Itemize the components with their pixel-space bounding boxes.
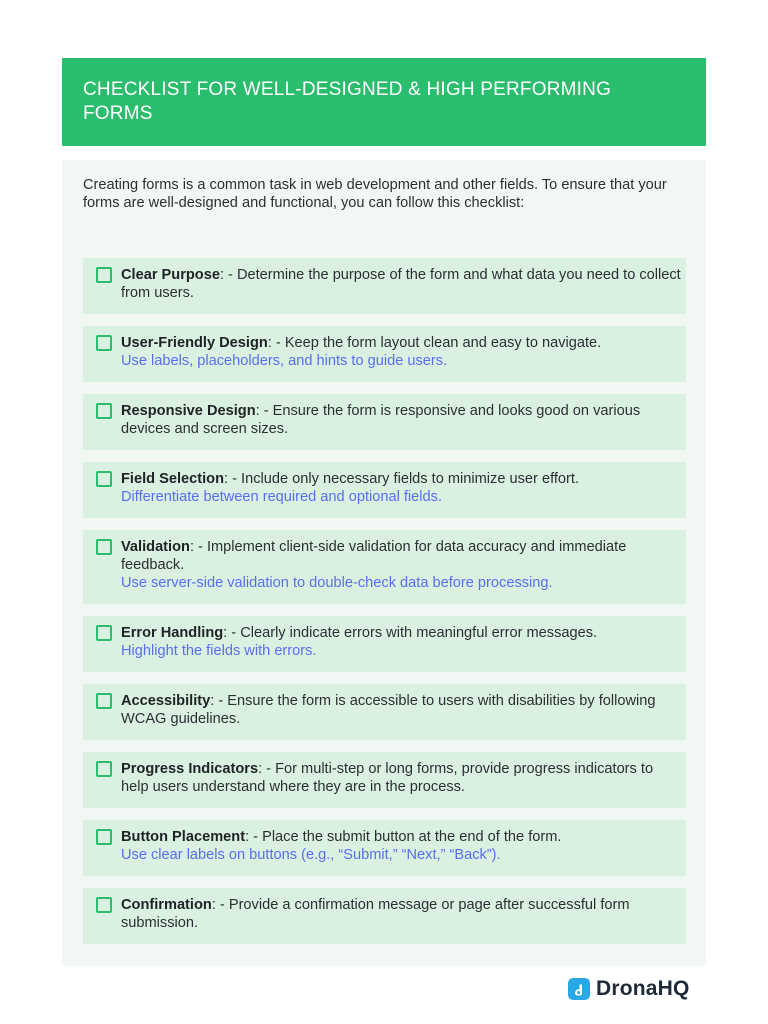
checklist-item-error-handling (83, 616, 686, 672)
item-text (121, 402, 681, 438)
checkbox[interactable] (96, 267, 112, 283)
checklist-item-clear-purpose (83, 258, 686, 314)
item-title: Error Handling (121, 625, 224, 641)
item-description: : - Include only necessary fields to minimize user effort. (224, 471, 579, 487)
dronahq-logo-icon (568, 978, 590, 1000)
checklist-item-accessibility (83, 684, 686, 740)
item-text (121, 760, 681, 796)
item-text (121, 334, 681, 370)
item-description: : - Ensure the form is responsive and looks good on various devices and screen sizes. (121, 403, 641, 437)
checkbox[interactable] (96, 693, 112, 709)
item-tip: Highlight the fields with errors. (121, 643, 317, 659)
checklist-item-validation (83, 530, 686, 604)
checkbox[interactable] (96, 761, 112, 777)
checklist-item-progress-indicators (83, 752, 686, 808)
item-text (121, 828, 681, 864)
item-title: Responsive Design (121, 403, 256, 419)
item-description: : - Place the submit button at the end of the form. (245, 829, 562, 845)
item-description: : - Determine the purpose of the form and what data you need to collect from users. (121, 267, 681, 301)
checklist-item-button-placement (83, 820, 686, 876)
item-title: Confirmation (121, 897, 212, 913)
logo-text: DronaHQ (596, 977, 690, 1000)
checklist-item-responsive-design (83, 394, 686, 450)
checkbox[interactable] (96, 829, 112, 845)
item-title: Button Placement (121, 829, 246, 845)
item-description: : - Clearly indicate errors with meaningful error messages. (223, 625, 598, 641)
intro-text: Creating forms is a common task in web development and other fields. To ensure that your forms are well-designed and functional, you can follow this checklist: (83, 177, 667, 211)
checkbox[interactable] (96, 625, 112, 641)
item-text (121, 266, 681, 302)
checklist-header (62, 58, 706, 146)
item-tip: Use server-side validation to double-check data before processing. (121, 575, 553, 591)
checkbox[interactable] (96, 897, 112, 913)
item-text (121, 692, 681, 728)
checkbox[interactable] (96, 539, 112, 555)
item-text (121, 896, 681, 932)
item-text (121, 470, 681, 506)
item-title: Progress Indicators (121, 761, 259, 777)
page-title: CHECKLIST FOR WELL-DESIGNED & HIGH PERFORMING FORMS (83, 79, 612, 124)
item-tip: Use labels, placeholders, and hints to guide users. (121, 353, 448, 369)
brand-logo (568, 976, 690, 1002)
item-text (121, 538, 681, 592)
item-text (121, 624, 681, 660)
checkbox[interactable] (96, 335, 112, 351)
checklist-item-field-selection (83, 462, 686, 518)
item-description: : - Implement client-side validation for data accuracy and immediate feedback. (121, 539, 627, 573)
item-tip: Use clear labels on buttons (e.g., “Submit,” “Next,” “Back”). (121, 847, 501, 863)
item-description: : - For multi-step or long forms, provide progress indicators to help users understand where they are in the process. (121, 761, 654, 795)
item-description: : - Keep the form layout clean and easy to navigate. (267, 335, 602, 351)
item-description: : - Ensure the form is accessible to users with disabilities by following WCAG guidelines. (121, 693, 656, 727)
checkbox[interactable] (96, 471, 112, 487)
item-title: Clear Purpose (121, 267, 220, 283)
checklist-item-confirmation (83, 888, 686, 944)
item-title: Accessibility (121, 693, 211, 709)
item-title: User-Friendly Design (121, 335, 268, 351)
checklist-item-user-friendly-design (83, 326, 686, 382)
checklist-panel (62, 160, 706, 966)
item-tip: Differentiate between required and optional fields. (121, 489, 443, 505)
checkbox[interactable] (96, 403, 112, 419)
item-title: Field Selection (121, 471, 224, 487)
item-description: : - Provide a confirmation message or page after successful form submission. (121, 897, 630, 931)
item-title: Validation (121, 539, 190, 555)
